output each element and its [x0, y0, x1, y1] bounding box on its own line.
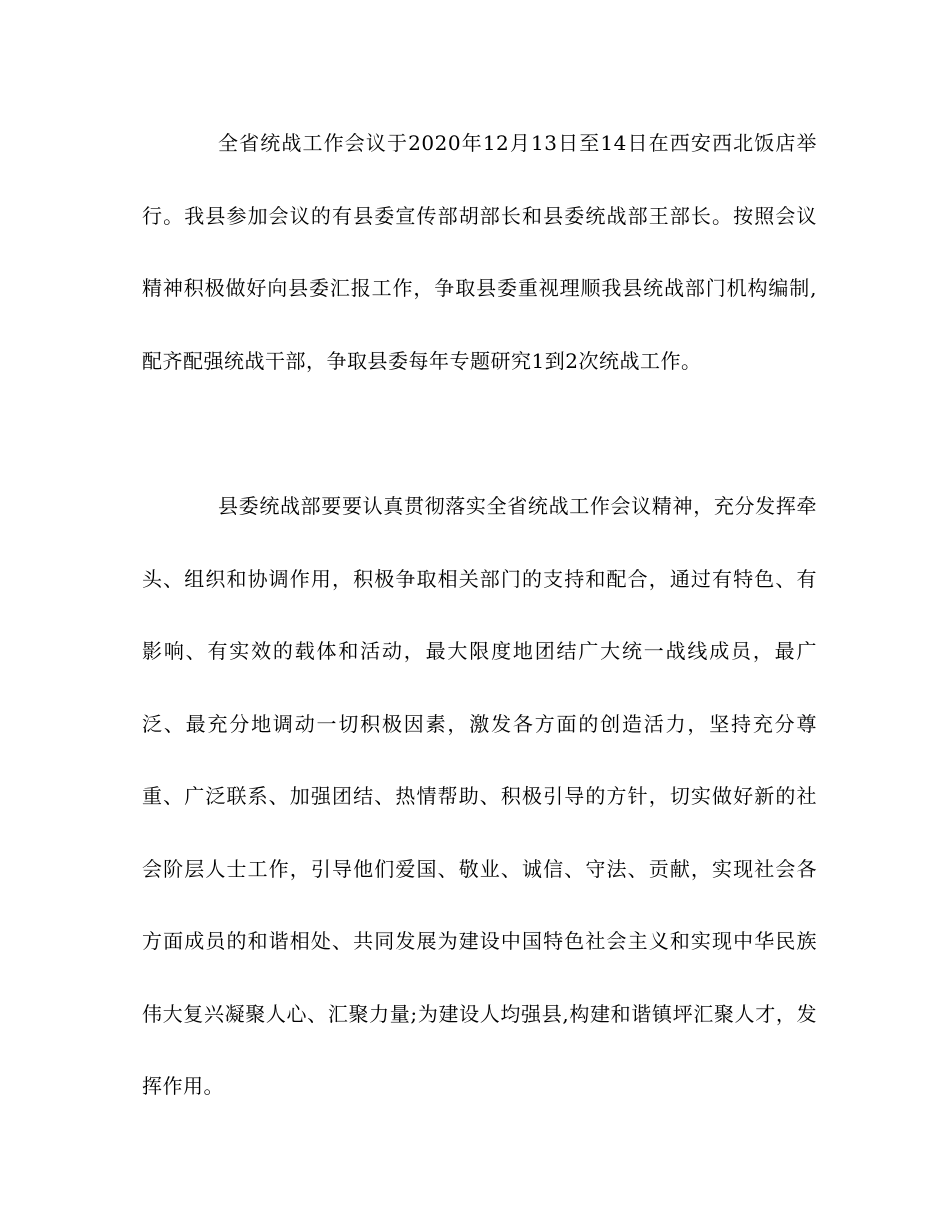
- paragraph-2: 县委统战部要要认真贯彻落实全省统战工作会议精神，充分发挥牵头、组织和协调作用，积极争取相关部门的支持和配合，通过有特色、有影响、有实效的载体和活动，最大限度地团结广大统一战线成员，最广泛、最充分地调动一切积极因素，激发各方面的创造活力，坚持充分尊重、广泛联系、加强团结、热情帮助、积极引导的方针，切实做好新的社会阶层人士工作，引导他们爱国、敬业、诚信、守法、贡献，实现社会各方面成员的和谐相处、共同发展为建设中国特色社会主义和实现中华民族伟大复兴凝聚人心、汇聚力量;为建设人均强县,构建和谐镇坪汇聚人才，发挥作用。: [142, 494, 817, 1098]
- paragraph-1: 全省统战工作会议于2020年12月13日至14日在西安西北饭店举行。我县参加会议的有县委宣传部胡部长和县委统战部王部长。按照会议精神积极做好向县委汇报工作，争取县委重视理顺我县统战部门机构编制,配齐配强统战干部，争取县委每年专题研究1到2次统战工作。: [142, 131, 817, 373]
